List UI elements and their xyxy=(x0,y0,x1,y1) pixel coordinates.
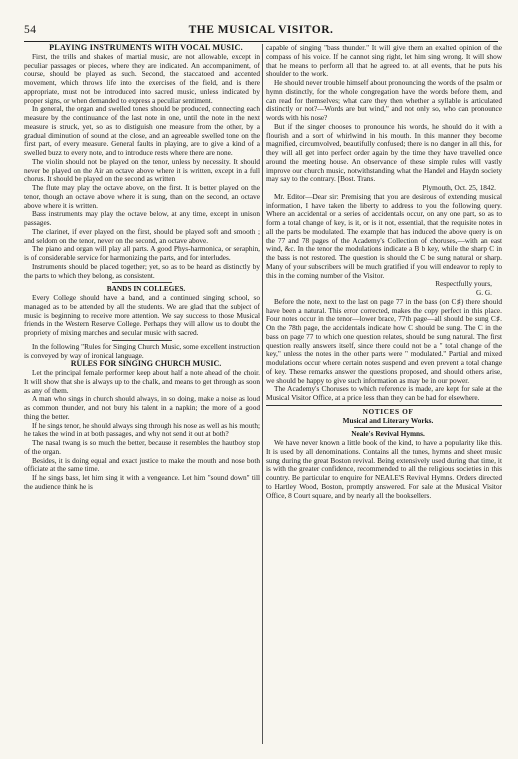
left-column xyxy=(24,44,260,744)
heading-bands-in-colleges: BANDS IN COLLEGES. xyxy=(106,284,186,294)
paragraph: If he sings tenor, he should always sing through his nose as well as his mouth; he takes the wind in at both passages, and why not send it out at both? xyxy=(24,420,260,439)
paragraph: The Academy's Choruses to which reference is made, are kept for sale at the Musical Visitor Office, at a price less than they can be had for elsewhere. xyxy=(266,384,502,402)
paragraph: The piano and organ will play all parts. A good Phys-harmonica, or seraphin, is of considerable service for harmonizing the parts, and for interludes. xyxy=(24,244,260,262)
paragraph: Before the note, next to the last on page 77 in the bass (on C♯) there should have been a natural. This error corrected, makes the copy perfect in this place. Four notes occur in the tenor—lower brace, 77th page—all should be sung C♯. On the 78th page, the accidentals indicate how C should be sung. The C in the bass on page 77 to which one question relates, should be sung natural. The first question really answers itself, since there could not be a " total change of the key," unless the notes in the other parts were " modulated." Partial and mixed modulations occur where certain notes suspend and even prevent a total change of key. These remarks answer the questions proposed, and should others arise, we should be happy to give such information as may be in our power. xyxy=(266,296,502,385)
paragraph: Let the principal female performer keep about half a note ahead of the choir. It will show that she is always up to the chalk, and means to get through as soon as any of them. xyxy=(24,368,260,395)
paragraph: If he sings bass, let him sing it with a vengeance. Let him "sound down" till the audience think he is xyxy=(24,473,260,491)
paragraph: He should never trouble himself about pronouncing the words of the psalm or hymn distinctly, for the whole congregation have the words before them, and can read for themselves; what care they then whether a syllable is articulated distinctly or not?—Words are but wind," and not only so, who can pronounce words with his nose? xyxy=(266,78,502,122)
notices-rule xyxy=(266,405,502,406)
paragraph: The clarinet, if ever played on the first, should be played soft and smooth ; and seldom on the tenor, never on the second, an octave above. xyxy=(24,226,260,245)
page-header xyxy=(24,24,498,40)
paragraph: Besides, it is doing equal and exact justice to make the mouth and nose both officiate at the same time. xyxy=(24,455,260,474)
paragraph: Mr. Editor—Dear sir: Premising that you are desirous of extending musical information, I have taken the liberty to address to you the following query. Where an accidental or a series of accidentals occur, on any one part, so as to form a total change of key, is it, or is it not, essential, that the requisite notes in all the parts be modulated. The example that has induced the above query is on the 77 and 78 pages of the Academy's Collection of choruses,—with an east wind, &c. In the tenor the modulations indicate a B b key, while the sharp C in the bass is not restored. The question is should the C be sung natural or sharp. Many of your subscribers will be much gratified if you will endeavor to reply to this in the coming number of the Visitor. xyxy=(266,191,502,280)
heading-playing-instruments: PLAYING INSTRUMENTS WITH VOCAL MUSIC. xyxy=(49,44,243,52)
paragraph: We have never known a little book of the kind, to have a popularity like this. It is used by all denominations. Contains all the tunes, hymns and sheet music sung during the great Boston revival. Being extensively used during that time, it is with the greater confidence, recommended to all the religious societies in this country. Be particular to enquire for NEALE'S Revival Hymns. Orders directed to Hartley Wood, Boston, promptly answered. For sale at the Musical Visitor Office, 8 Court square, and by nearly all the booksellers. xyxy=(266,438,502,500)
paragraph: In the following "Rules for Singing Church Music, some excellent instruction is conveyed by way of ironical language. xyxy=(24,341,260,360)
heading-rules-for-singing: RULES FOR SINGING CHURCH MUSIC. xyxy=(70,359,222,369)
heading-neales-revival-hymns: Neale's Revival Hymns. xyxy=(351,429,425,439)
page-number: 54 xyxy=(24,24,37,36)
right-column xyxy=(266,44,502,744)
paragraph: First, the trills and shakes of martial music, are not allowable, except in peculiar passages or pieces, where they are indicated. An accompaniment, of course, should be played as such. Second, the staccatoed and accented movement, which throws life into the exercises of the field, and is there appropriate, must not be introduced into sacred music, unless indicated by proper signs, or when demanded to express a peculiar sentiment. xyxy=(24,51,260,105)
section-divider xyxy=(112,340,172,341)
paragraph: capable of singing "bass thunder." It will give them an exalted opinion of the compass of his voice. If he cannot sing right, let him sing wrong. It will show that he means to perform all that he agreed to. at all events, that he puts his shoulder to the work. xyxy=(266,44,502,79)
paragraph: Bass instruments may play the octave below, at any time, except in unison passages. xyxy=(24,209,260,227)
column-divider xyxy=(262,44,263,744)
running-title: THE MUSICAL VISITOR. xyxy=(188,24,334,36)
paragraph: In general, the organ and swelled tones should be produced, connecting each measure by the continuance of the last note in one, until the note in the next measure is struck, yet, so as to distiguish one measure from the other, by a gradual diminution of sound at the close, and an agreeable swelled tone on the first part, of every measure. General faults in playing, are to give a kind of a swelled buzz to every note, and to introduce rests where there are none. xyxy=(24,104,260,157)
paragraph: A man who sings in church should always, in so doing, make a noise as loud as common thunder, and not bury his talent in a napkin; the more of a good thing the better. xyxy=(24,394,260,421)
header-rule xyxy=(24,41,498,42)
letter-signature: G. G. xyxy=(475,288,492,297)
letter-date: Plymouth, Oct. 25, 1842. xyxy=(422,183,496,192)
paragraph: Instruments should be placed together; yet, so as to be heard as distinctly by the parts to which they belong, as consistent. xyxy=(24,261,260,280)
paragraph: But if the singer chooses to pronounce his words, he should do it with a flourish and a sort of whirlwind in his mouth. In this manner they become magnified, circumvolved, beautifully confused; there is no danger in all this, for they will all get into perfect order again by the time they have travelled once around the meeting house. An observance of these simple rules will vastly improve our church music, notwithstanding what the Handel and Haydn society may say to the contrary. [Bost. Trans. xyxy=(266,121,502,184)
section-divider xyxy=(354,427,414,428)
paragraph: The violin should not be played on the tenor, unless by necessity. It should never be played on the Air an octave above where it is written, except in a full chorus. It should be played on the second as written xyxy=(24,156,260,184)
notices-subheading: Musical and Literary Works. xyxy=(342,415,434,425)
letter-closing: Respectfully yours, xyxy=(435,279,492,289)
section-divider xyxy=(112,282,172,283)
paragraph: The flute may play the octave above, on the first. It is better played on the tenor, though an octave above where it is sung, than on the second, an octave above where it is written. xyxy=(24,183,260,210)
paragraph: Every College should have a band, and a continued singing school, so managed as to be attended by all the students. We are glad that the subject of music is beginning to receive more attention. We say success to those Musical friends in the Western Reserve College. Perhaps they will allow us to doubt the propriety of mixing marches and secular music with sacred. xyxy=(24,293,260,337)
paragraph: The nasal twang is so much the better, because it resembles the hautboy stop of the organ. xyxy=(24,438,260,456)
notices-heading: NOTICES OF xyxy=(362,406,414,416)
